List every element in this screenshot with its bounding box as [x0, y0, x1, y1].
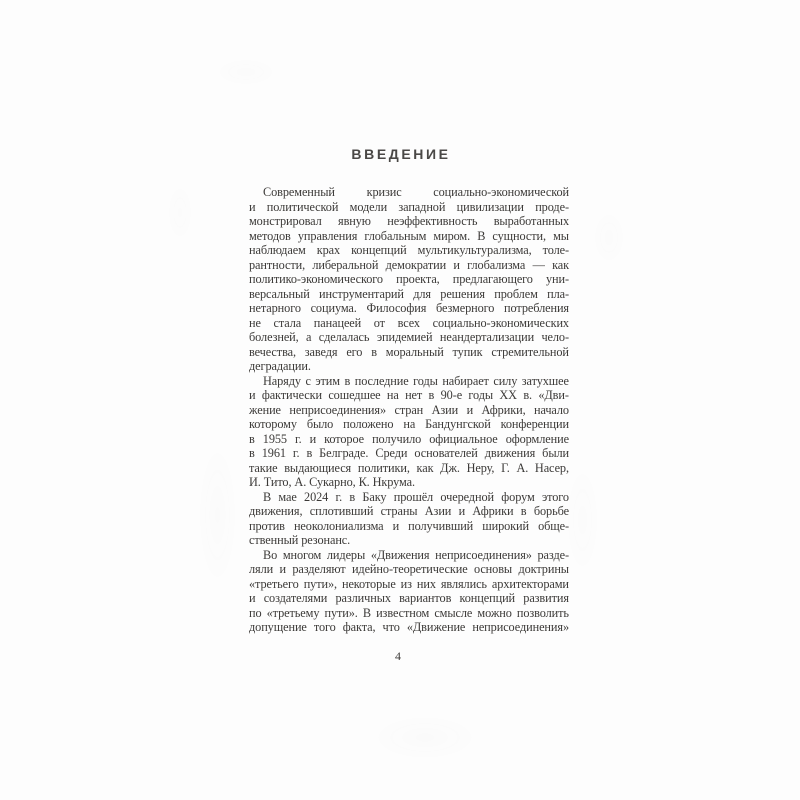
text-line: в 1961 г. в Белграде. Среди основателей движения были: [249, 446, 569, 460]
text-line: вечества, заведя его в моральный тупик стремительной: [249, 344, 569, 359]
text-line: в 1955 г. и которое получило официальное оформление: [249, 431, 569, 446]
scan-artifact: [168, 165, 192, 260]
text-line: движения, сплотивший страны Азии и Африки в борьбе: [249, 504, 569, 518]
text-line: нетарного социума. Философия безмерного потребления: [249, 301, 569, 315]
text-line: Наряду с этим в последние годы набирает силу затухшее: [263, 373, 569, 388]
paragraph: [249, 548, 569, 635]
text-line: методов управления глобальным миром. В сущности, мы: [249, 228, 569, 243]
text-line: и политической модели западной цивилизации проде-: [249, 199, 569, 214]
text-line: «третьего пути», некоторые из них являлись архитекторами: [249, 576, 569, 591]
text-line: такие выдающиеся политики, как Дж. Неру, Г. А. Насер,: [249, 460, 569, 475]
text-line: В мае 2024 г. в Баку прошёл очередной форум этого: [263, 489, 569, 504]
scan-artifact: [190, 400, 245, 630]
text-line: И. Тито, А. Сукарно, К. Нкрума.: [249, 475, 415, 489]
text-line: жение неприсоединения» стран Азии и Африки, начало: [249, 402, 569, 417]
text-line: монстрировал явную неэффективность выработанных: [249, 214, 569, 228]
text-line: болезней, а сделалась эпидемией неандертализации чело-: [249, 330, 569, 344]
text-line: ственный резонанс.: [249, 533, 351, 547]
page-title: ВВЕДЕНИЕ: [351, 146, 451, 162]
text-line: ляли и разделяют идейно-теоретические основы доктрины: [249, 562, 569, 576]
text-line: деградации.: [249, 359, 311, 373]
text-block: [249, 185, 569, 635]
text-line: и фактически сошедшее на нет в 90-е годы XX в. «Дви-: [249, 388, 569, 402]
text-line: и создателями различных вариантов концепций развития: [249, 591, 569, 605]
text-line: рантности, либеральной демократии и глобализма — как: [249, 257, 569, 272]
text-line: политико-экономического проекта, предлагающего уни-: [249, 272, 569, 286]
text-line: которому было положено на Бандунгской конференции: [249, 417, 569, 431]
paragraph: [249, 374, 569, 490]
text-line: допущение того факта, что «Движение неприсоединения»: [249, 620, 569, 634]
text-line: не стала панацеей от всех социально-экономических: [249, 315, 569, 330]
page-number: 4: [395, 648, 401, 663]
text-line: Современный кризис социально-экономической: [263, 185, 569, 199]
text-line: против неоколониализма и получивший широкий обще-: [249, 518, 569, 533]
text-line: Во многом лидеры «Движения неприсоединения» разде-: [263, 547, 569, 562]
paragraph: [249, 490, 569, 548]
page: [249, 146, 569, 664]
text-line: версальный инструментарий для решения проблем пла-: [249, 286, 569, 301]
scan-artifact: [196, 58, 296, 86]
paragraph: [249, 185, 569, 374]
scan-artifact: [340, 705, 510, 770]
text-line: наблюдаем крах концепций мультикультурализма, толе-: [249, 243, 569, 257]
scan-artifact: [588, 195, 630, 280]
text-line: по «третьему пути». В известном смысле можно позволить: [249, 605, 569, 620]
